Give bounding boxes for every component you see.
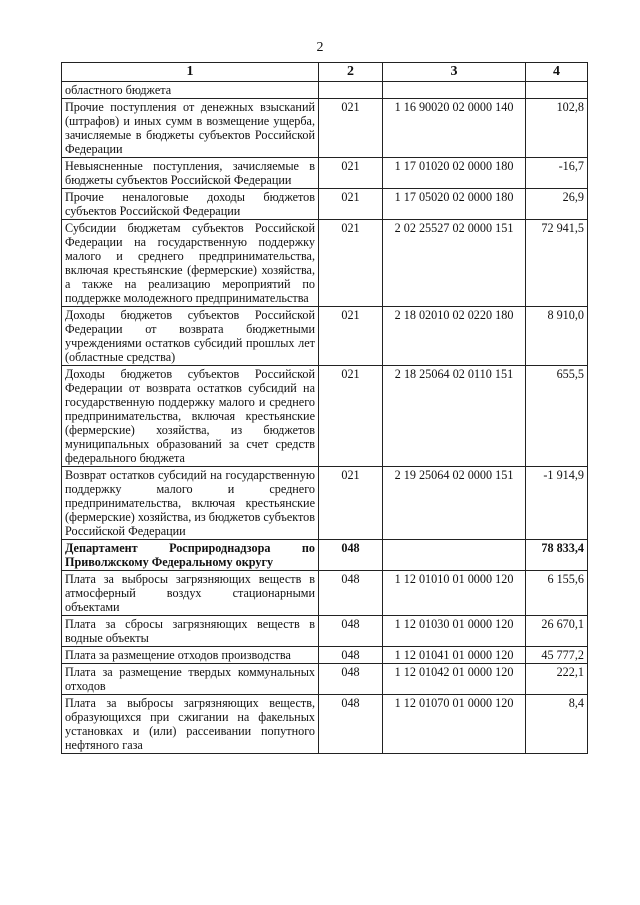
row-amount: 45 777,2 [526, 647, 588, 664]
row-amount: 26,9 [526, 189, 588, 220]
header-col-1: 1 [62, 63, 319, 82]
row-budget-code: 1 12 01070 01 0000 120 [383, 695, 526, 754]
budget-table [61, 62, 588, 754]
row-amount: 8,4 [526, 695, 588, 754]
row-amount: 102,8 [526, 99, 588, 158]
row-budget-code: 1 16 90020 02 0000 140 [383, 99, 526, 158]
row-amount: 78 833,4 [526, 540, 588, 571]
row-admin-code: 048 [319, 664, 383, 695]
table-row [62, 695, 588, 754]
row-admin-code [319, 82, 383, 99]
row-admin-code: 021 [319, 220, 383, 307]
table-row [62, 664, 588, 695]
table-row [62, 540, 588, 571]
row-admin-code: 021 [319, 158, 383, 189]
row-budget-code [383, 540, 526, 571]
table-row [62, 647, 588, 664]
row-name: Доходы бюджетов субъектов Российской Федерации от возврата бюджетными учреждениями остатков субсидий прошлых лет (областные средства) [62, 307, 319, 366]
row-name: Прочие поступления от денежных взысканий (штрафов) и иных сумм в возмещение ущерба, зачисляемые в бюджеты субъектов Российской Федерации [62, 99, 319, 158]
row-admin-code: 021 [319, 366, 383, 467]
row-admin-code: 021 [319, 99, 383, 158]
row-admin-code: 021 [319, 189, 383, 220]
row-admin-code: 048 [319, 540, 383, 571]
table-row [62, 220, 588, 307]
row-amount: 72 941,5 [526, 220, 588, 307]
row-name: Прочие неналоговые доходы бюджетов субъектов Российской Федерации [62, 189, 319, 220]
row-amount: 222,1 [526, 664, 588, 695]
row-amount: 26 670,1 [526, 616, 588, 647]
row-name: Доходы бюджетов субъектов Российской Федерации от возврата остатков субсидий на государственную поддержку малого и среднего предпринимательства, включая крестьянские (фермерские) хозяйства, из бюджетов муниципальных образований за счет средств федерального бюджета [62, 366, 319, 467]
row-budget-code: 2 19 25064 02 0000 151 [383, 467, 526, 540]
header-col-4: 4 [526, 63, 588, 82]
row-budget-code: 1 17 05020 02 0000 180 [383, 189, 526, 220]
row-budget-code: 1 12 01042 01 0000 120 [383, 664, 526, 695]
row-amount: -16,7 [526, 158, 588, 189]
row-amount [526, 82, 588, 99]
header-col-2: 2 [319, 63, 383, 82]
row-admin-code: 021 [319, 467, 383, 540]
row-budget-code: 2 18 25064 02 0110 151 [383, 366, 526, 467]
row-budget-code: 2 02 25527 02 0000 151 [383, 220, 526, 307]
row-name: Плата за размещение твердых коммунальных отходов [62, 664, 319, 695]
row-admin-code: 048 [319, 616, 383, 647]
row-name: областного бюджета [62, 82, 319, 99]
table-row [62, 467, 588, 540]
table-row [62, 189, 588, 220]
row-amount: -1 914,9 [526, 467, 588, 540]
table-row [62, 82, 588, 99]
row-name: Департамент Росприроднадзора по Приволжскому Федеральному округу [62, 540, 319, 571]
table-row [62, 307, 588, 366]
table-row [62, 571, 588, 616]
row-budget-code: 1 17 01020 02 0000 180 [383, 158, 526, 189]
row-amount: 655,5 [526, 366, 588, 467]
row-name: Невыясненные поступления, зачисляемые в бюджеты субъектов Российской Федерации [62, 158, 319, 189]
row-name: Плата за сбросы загрязняющих веществ в водные объекты [62, 616, 319, 647]
table-row [62, 158, 588, 189]
row-name: Плата за выбросы загрязняющих веществ, образующихся при сжигании на факельных установках и (или) рассеивании попутного нефтяного газа [62, 695, 319, 754]
row-amount: 8 910,0 [526, 307, 588, 366]
row-admin-code: 048 [319, 647, 383, 664]
row-budget-code: 2 18 02010 02 0220 180 [383, 307, 526, 366]
row-amount: 6 155,6 [526, 571, 588, 616]
table-body [62, 82, 588, 754]
row-budget-code: 1 12 01030 01 0000 120 [383, 616, 526, 647]
row-name: Плата за выбросы загрязняющих веществ в атмосферный воздух стационарными объектами [62, 571, 319, 616]
table-row [62, 99, 588, 158]
row-budget-code [383, 82, 526, 99]
row-admin-code: 048 [319, 571, 383, 616]
header-col-3: 3 [383, 63, 526, 82]
row-name: Субсидии бюджетам субъектов Российской Федерации на государственную поддержку малого и среднего предпринимательства, включая крестьянские (фермерские) хозяйства, а также на реализацию мероприятий по поддержке молодежного предпринимательства [62, 220, 319, 307]
row-name: Плата за размещение отходов производства [62, 647, 319, 664]
page-number: 2 [316, 40, 324, 55]
row-name: Возврат остатков субсидий на государственную поддержку малого и среднего предпринимательства, включая крестьянские (фермерские) хозяйства, из бюджетов субъектов Российской Федерации [62, 467, 319, 540]
row-budget-code: 1 12 01010 01 0000 120 [383, 571, 526, 616]
row-admin-code: 048 [319, 695, 383, 754]
row-admin-code: 021 [319, 307, 383, 366]
table-header-row [62, 63, 588, 82]
table-row [62, 616, 588, 647]
row-budget-code: 1 12 01041 01 0000 120 [383, 647, 526, 664]
table-row [62, 366, 588, 467]
